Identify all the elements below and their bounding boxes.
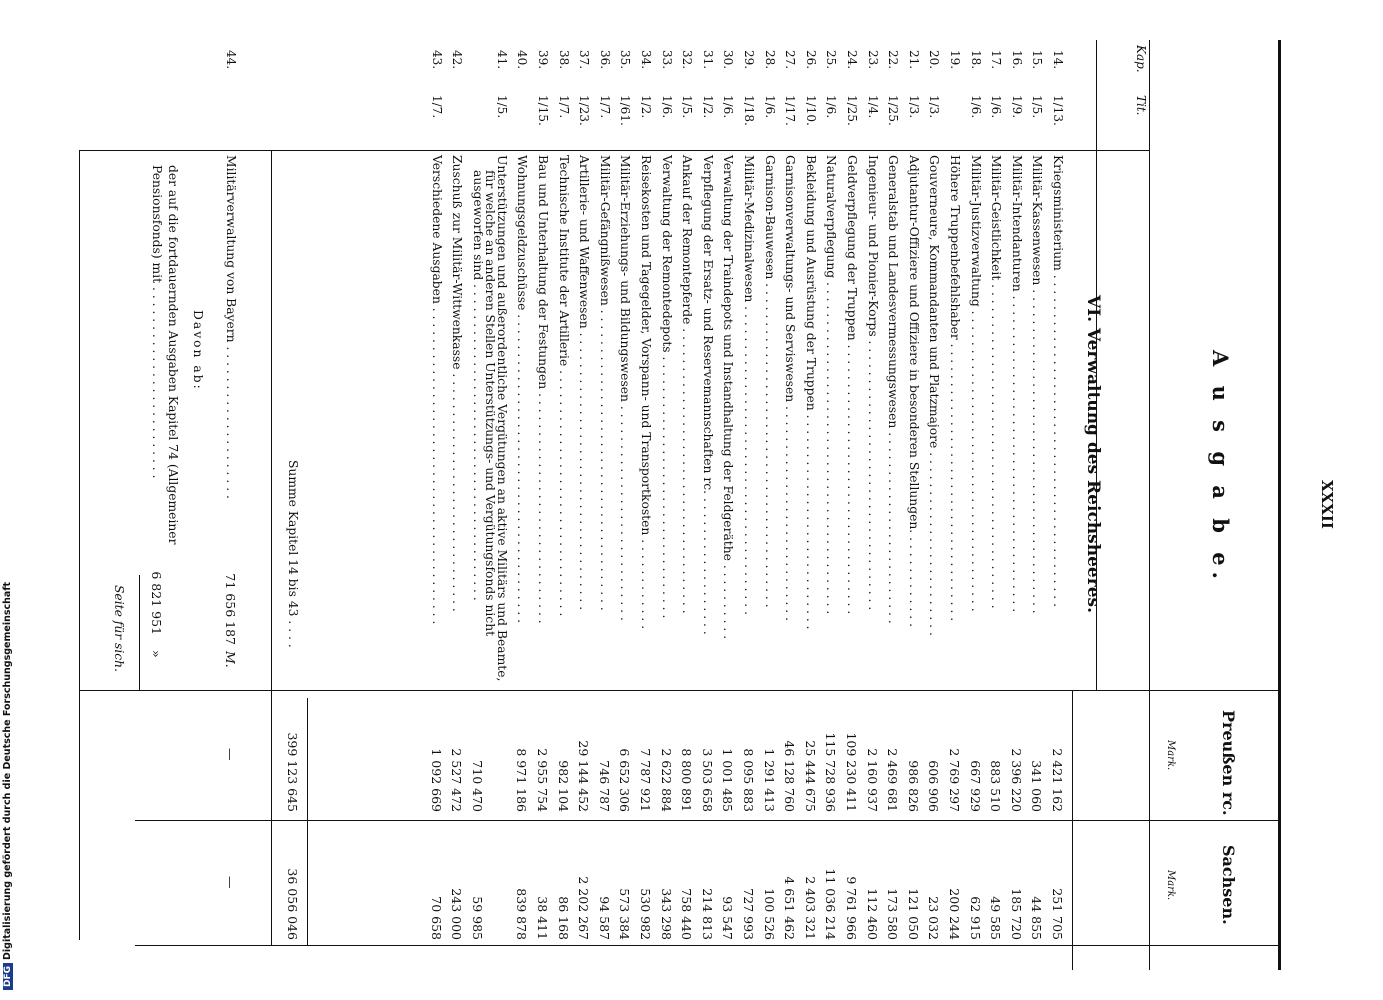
row-label: Garnison-Bauwesen . . . . . . . . . . . . . . . . . . . . . . . . . . . . . . . . . . . . . . . . . . <box>762 155 777 608</box>
kap-cell: 17. <box>989 50 1004 70</box>
sub-label: der auf die fortdauernden Ausgaben Kapitel 74 (Allgemeiner <box>166 165 180 545</box>
sachsen-value: 38 411 <box>535 896 550 940</box>
row-label: Verschiedene Ausgaben . . . . . . . . . . . . . . . . . . . . . . . . . . . . . . . . . . . . . . . . . <box>429 155 444 625</box>
kap-title-rule <box>1096 40 1097 150</box>
preussen-value: 109 230 411 <box>844 732 859 812</box>
sachsen-value: 573 384 <box>617 888 633 940</box>
tit-cell: 1/25. <box>845 95 859 126</box>
tit-cell: 1/6. <box>989 95 1004 119</box>
kap-cell: 37. <box>577 50 592 70</box>
row-label: Bau und Unterhaltung der Festungen . . . . . . . . . . . . . . . . . . . . . . . . . . . . . . <box>536 155 550 624</box>
preussen-value: 2 160 937 <box>864 748 880 812</box>
kap-cell: 21. <box>906 50 921 70</box>
header-sachsen: Sachsen. <box>1219 845 1238 925</box>
sum-rule <box>307 698 308 945</box>
bayern-sub-rule <box>139 575 140 690</box>
sub-label: Pensionsfonds) mit . . . . . . . . . . . . . . . . . . . . . . . . . <box>150 165 164 479</box>
kap-cell: 25. <box>824 50 839 70</box>
sachsen-value: 839 878 <box>514 888 530 940</box>
tit-cell: 1/7. <box>556 95 571 119</box>
row-label: Ingenieur- und Pionier-Korps . . . . . . . . . . . . . . . . . . . . . . . . . . . . . . . . . . . <box>865 155 880 611</box>
sachsen-value: 173 580 <box>885 888 901 940</box>
row-label-cont: für welche an anderen Stellen Unterstützungs- und Vergütungsfonds nicht <box>482 170 497 637</box>
tit-cell: 1/25. <box>886 95 901 126</box>
sachsen-value: 243 000 <box>448 888 464 940</box>
row-label: Kriegsministerium . . . . . . . . . . . . . . . . . . . . . . . . . . . . . . . . . . . . . . . . . . . <box>1051 155 1065 607</box>
sachsen-value: 214 813 <box>699 888 715 940</box>
tit-cell: 1/10. <box>803 95 818 126</box>
kap-cell: 19. <box>948 50 962 70</box>
kap-cell: 30. <box>721 50 736 70</box>
kap-cell: 38. <box>556 50 571 70</box>
tit-cell: 1/2. <box>700 95 715 119</box>
sachsen-value: 9 761 966 <box>844 876 859 940</box>
preussen-value: 3 503 658 <box>699 748 715 812</box>
kap-cell: 24. <box>845 50 859 70</box>
preussen-value: 1 001 485 <box>720 748 736 812</box>
preussen-value: 2 421 162 <box>1050 748 1065 812</box>
preussen-value: 2 396 220 <box>1008 748 1024 812</box>
preussen-value: 46 128 760 <box>782 740 798 812</box>
col-line-values <box>80 690 1281 691</box>
sachsen-value: 49 585 <box>988 896 1004 940</box>
preussen-value: 7 787 921 <box>638 748 653 812</box>
tit-cell: 1/6. <box>824 95 839 119</box>
kap-cell: 27. <box>783 50 798 70</box>
sub-unit: » <box>149 650 164 658</box>
sub-amount: 6 821 951 <box>149 571 164 635</box>
sachsen-value: 86 168 <box>555 896 571 940</box>
kap-cell: 28. <box>762 50 777 70</box>
header-preussen: Preußen rc. <box>1219 710 1238 816</box>
kap-cell: 22. <box>886 50 901 70</box>
preussen-value: 606 906 <box>926 760 942 812</box>
tit-cell: 1/18. <box>742 95 756 126</box>
header-kap: Kap. <box>1134 45 1148 73</box>
preussen-value: 746 787 <box>596 760 612 812</box>
kap-cell: 32. <box>680 50 695 70</box>
davon-label: Davon ab: <box>191 310 205 391</box>
row-label: Wohnungsgeldzuschüsse . . . . . . . . . . . . . . . . . . . . . . . . . . . . . . . . . . . . . . . . <box>515 155 530 624</box>
row-label: Militär-Justizverwaltung . . . . . . . . . . . . . . . . . . . . . . . . . . . . . . . . . . . . . . . <box>968 155 983 612</box>
preussen-value: 986 826 <box>905 760 921 812</box>
preussen-value: 1 092 669 <box>428 748 444 812</box>
sum-bottom-rule <box>271 150 272 945</box>
kap-cell: 43. <box>429 50 444 70</box>
kap-cell: 35. <box>618 50 633 70</box>
row-label: Verpflegung der Ersatz- und Reservemannschaften rc. . . . . . . . . . . . . . . . . . . <box>700 155 715 635</box>
tit-cell: 1/23. <box>577 95 592 126</box>
tit-cell: 1/13. <box>1051 95 1065 126</box>
row-label-cont: ausgeworfen sind . . . . . . . . . . . . . . . . . . . . . . . . . . . . . . . . . . . . . . . . . <box>470 170 485 601</box>
kap-cell: 34. <box>639 50 653 70</box>
sachsen-value: 112 460 <box>864 888 880 940</box>
row-label: Naturalverpflegung . . . . . . . . . . . . . . . . . . . . . . . . . . . . . . . . . . . . . . . . . . . <box>824 155 839 615</box>
row-label: Gouverneure, Kommandanten und Platzmajore . . . . . . . . . . . . . . . . . . . . . . . . <box>927 155 942 636</box>
tit-cell: 1/4. <box>865 95 880 119</box>
preussen-value: 2 527 472 <box>448 748 464 812</box>
row-label: Ankauf der Remontepferde . . . . . . . . . . . . . . . . . . . . . . . . . . . . . . . . . . . . . <box>680 155 695 614</box>
tit-cell: 1/61. <box>618 95 633 126</box>
tit-cell: 1/15. <box>536 95 550 126</box>
dfg-logo: DFG <box>3 963 13 990</box>
preussen-value: 25 444 675 <box>802 740 818 812</box>
sachsen-value: 343 298 <box>658 888 674 940</box>
bottom-rule-right <box>79 150 80 940</box>
tit-cell: 1/7. <box>597 95 612 119</box>
kap-cell: 29. <box>742 50 756 70</box>
sachsen-value: 62 915 <box>967 896 983 940</box>
row-label: Verwaltung der Traindepots und Instandhaltung der Feldgeräthe . . . . . . . . . . <box>721 155 736 640</box>
tit-cell: 1/3. <box>927 95 942 119</box>
row-label: Militär-Geistlichkeit . . . . . . . . . . . . . . . . . . . . . . . . . . . . . . . . . . . . . . . . . . <box>989 155 1004 609</box>
kap-cell: 33. <box>659 50 674 70</box>
sachsen-value: 727 993 <box>741 888 756 940</box>
tit-cell: 1/6. <box>721 95 736 119</box>
sum-preussen: 399 123 645 <box>285 732 300 812</box>
sachsen-value: 23 032 <box>926 896 942 940</box>
kap-cell: 44. <box>224 50 238 70</box>
section-title: VI. Verwaltung des Reichsheeres. <box>1083 295 1103 613</box>
row-label: Zuschuß zur Militär-Wittwenkasse . . . . . . . . . . . . . . . . . . . . . . . . . . . . . . . <box>449 155 464 612</box>
row-label: Höhere Truppenbefehlshaber . . . . . . . . . . . . . . . . . . . . . . . . . . . . . . . . . . . . <box>948 155 962 622</box>
row-label: Unterstützungen und außerordentliche Vergütungen an aktive Militärs und Beamte, <box>494 155 509 682</box>
tit-cell: 1/3. <box>906 95 921 119</box>
funding-note-text: Digitalisierung gefördert durch die Deutsche Forschungsgemeinschaft <box>2 582 13 960</box>
sachsen-value: 44 855 <box>1029 896 1045 940</box>
row-label: Generalstab und Landesvermessungswesen . . . . . . . . . . . . . . . . . . . . . . . . . <box>886 155 901 624</box>
kap-cell: 23. <box>865 50 880 70</box>
kap-cell: 26. <box>803 50 818 70</box>
sachsen-value: 200 244 <box>947 888 962 940</box>
row-label: Militär-Gefängnißwesen . . . . . . . . . . . . . . . . . . . . . . . . . . . . . . . . . . . . . . . <box>597 155 612 611</box>
preussen-value: 2 469 681 <box>885 748 901 812</box>
row-label: Militärverwaltung von Bayern . . . . . . . . . . . . . . . . . . . . <box>224 155 238 499</box>
header-tit: Tit. <box>1134 95 1148 116</box>
preussen-value: 341 060 <box>1029 760 1045 812</box>
kap-cell: 41. <box>494 50 509 70</box>
preussen-value: 2 622 884 <box>658 748 674 812</box>
kap-cell: 42. <box>449 50 464 70</box>
tit-cell: 1/5. <box>494 95 509 119</box>
preussen-value: 8 095 883 <box>741 748 756 812</box>
sachsen-value: 758 440 <box>679 888 695 940</box>
sachsen-value: 2 202 267 <box>576 876 592 940</box>
tit-cell: 1/6. <box>659 95 674 119</box>
row-label: Artillerie- und Waffenwesen . . . . . . . . . . . . . . . . . . . . . . . . . . . . . . . . . . . . <box>577 155 592 611</box>
row-label: Verwaltung der Remontedepots . . . . . . . . . . . . . . . . . . . . . . . . . . . . . . . . . . <box>659 155 674 619</box>
kap-cell: 40. <box>515 50 530 70</box>
preussen-value: 6 652 306 <box>617 748 633 812</box>
footer-note: Seite für sich. <box>112 585 126 672</box>
kap-cell: 16. <box>1009 50 1024 70</box>
kap-cell: 15. <box>1030 50 1045 70</box>
sachsen-value: 185 720 <box>1008 888 1024 940</box>
preussen-value: 1 291 413 <box>761 748 777 812</box>
kap-cell: 18. <box>968 50 983 70</box>
sachsen-value: 94 587 <box>596 896 612 940</box>
preussen-value: 8 971 186 <box>514 748 530 812</box>
preussen-value: 710 470 <box>469 760 485 812</box>
sachsen-value: 251 705 <box>1050 888 1065 940</box>
row-label: Bekleidung und Ausrüstung der Truppen . . . . . . . . . . . . . . . . . . . . . . . . . . . . <box>803 155 818 630</box>
header-ausgabe: A u s g a b e. <box>1208 350 1233 585</box>
kap-cell: 39. <box>536 50 550 70</box>
header-rule <box>1149 40 1150 970</box>
preussen-value: 883 510 <box>988 760 1004 812</box>
header-mark-preussen: Mark. <box>1165 740 1176 771</box>
tit-cell: 1/6. <box>762 95 777 119</box>
kap-cell: 31. <box>700 50 715 70</box>
dash-sachsen: — <box>223 876 238 889</box>
row-label: Geldverpflegung der Truppen . . . . . . . . . . . . . . . . . . . . . . . . . . . . . . . . . . . <box>845 155 859 615</box>
tit-cell: 1/7. <box>429 95 444 119</box>
preussen-value: 667 929 <box>967 760 983 812</box>
row-label: Militär-Intendanturen . . . . . . . . . . . . . . . . . . . . . . . . . . . . . . . . . . . . . . . . . <box>1009 155 1024 613</box>
kap-cell: 20. <box>927 50 942 70</box>
preussen-value: 8 800 891 <box>679 748 695 812</box>
preussen-value: 2 769 297 <box>947 748 962 812</box>
tit-cell: 1/17. <box>783 95 798 126</box>
sachsen-value: 93 547 <box>720 896 736 940</box>
preussen-value: 29 144 452 <box>576 740 592 812</box>
row-label: Technische Institute der Artillerie . . . . . . . . . . . . . . . . . . . . . . . . . . . . . . . . <box>556 155 571 617</box>
page-number: XXXII <box>1318 480 1336 529</box>
sum-sachsen: 36 056 046 <box>285 868 300 940</box>
col-line-end <box>135 945 1281 946</box>
tit-cell: 1/5. <box>1030 95 1045 119</box>
kap-cell: 14. <box>1051 50 1065 70</box>
row-label: Militär-Erziehungs- und Bildungswesen . . . . . . . . . . . . . . . . . . . . . . . . . . . . <box>618 155 633 621</box>
sachsen-value: 2 403 321 <box>802 876 818 940</box>
tit-cell: 1/5. <box>680 95 695 119</box>
row-label: Adjutantur-Offiziere und Offiziere in besonderen Stellungen. . . . . . . . . . . . . <box>906 155 921 628</box>
preussen-value: 982 104 <box>555 760 571 812</box>
col-line-text <box>80 150 1150 151</box>
sachsen-value: 530 982 <box>638 888 653 940</box>
sum-label: Summe Kapitel 14 bis 43 . . . . <box>286 460 300 648</box>
top-rule <box>1278 40 1281 970</box>
dash-preussen: — <box>223 748 238 761</box>
row-label: Militär-Kassenwesen . . . . . . . . . . . . . . . . . . . . . . . . . . . . . . . . . . . . . . . . . . <box>1030 155 1045 614</box>
values-sep-left <box>1072 690 1073 970</box>
header-mark-sachsen: Mark. <box>1165 870 1176 901</box>
preussen-value: 2 955 754 <box>535 748 550 812</box>
row-label: Militär-Medizinalwesen . . . . . . . . . . . . . . . . . . . . . . . . . . . . . . . . . . . . . . . . <box>742 155 756 615</box>
bayern-amount: 71 656 187 <box>223 573 238 645</box>
tit-cell: 1/9. <box>1009 95 1024 119</box>
sachsen-value: 59 985 <box>469 896 485 940</box>
row-label: Reisekosten und Tagegelder, Vorspann- und Transportkosten . . . . . . . . . . . . <box>639 155 653 630</box>
kap-cell: 36. <box>597 50 612 70</box>
tit-cell: 1/6. <box>968 95 983 119</box>
sachsen-value: 121 050 <box>905 888 921 940</box>
sachsen-value: 70 658 <box>428 896 444 940</box>
sachsen-value: 11 036 214 <box>823 868 839 940</box>
sachsen-value: 100 526 <box>761 888 777 940</box>
row-label: Garnisonverwaltungs- und Serviswesen . . . . . . . . . . . . . . . . . . . . . . . . . . . . <box>783 155 798 622</box>
bayern-unit: M. <box>223 651 238 668</box>
sachsen-value: 4 651 462 <box>782 876 798 940</box>
preussen-value: 115 728 936 <box>823 732 839 812</box>
tit-cell: 1/2. <box>639 95 653 119</box>
